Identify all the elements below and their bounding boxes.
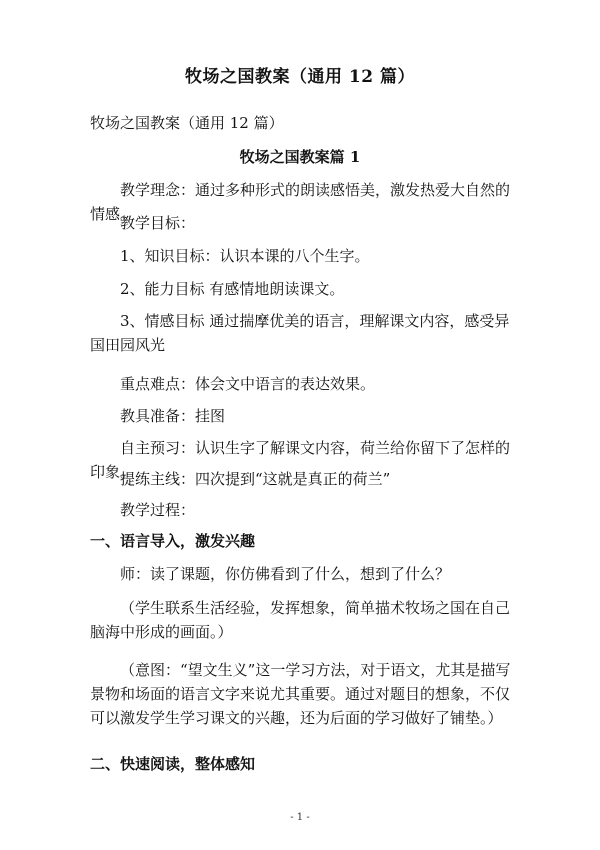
document-title: 牧场之国教案（通用 12 篇） <box>185 67 415 87</box>
document-subtitle: 牧场之国教案（通用 12 篇） <box>90 114 284 132</box>
design-intent: （意图：“望文生义”这一学习方法，对于语文，尤其是描写景物和场面的语言文字来说尤其重要。通过对题目的想象，不仅可以激发学生学习课文的兴趣，还为后面的学习做好了铺垫。） <box>90 661 511 727</box>
goal-ability: 2、能力目标 有感情地朗读课文。 <box>120 280 345 298</box>
part2-heading: 二、快速阅读，整体感知 <box>90 755 256 773</box>
teaching-process-label: 教学过程： <box>120 501 196 519</box>
teacher-question: 师：读了课题，你仿佛看到了什么，想到了什么？ <box>120 565 451 583</box>
key-difficulty: 重点难点：体会文中语言的表达效果。 <box>120 375 376 393</box>
goal-knowledge: 1、知识目标：认识本课的八个生字。 <box>120 247 370 265</box>
teaching-goals-label: 教学目标： <box>120 214 196 232</box>
page-number: - 1 - <box>290 812 310 823</box>
teaching-philosophy: 教学理念：通过多种形式的朗读感悟美，激发热爱大自然的情感。 <box>90 181 511 223</box>
goal-emotion: 3、情感目标 通过揣摩优美的语言，理解课文内容，感受异国田园风光 <box>90 312 510 354</box>
self-preview: 自主预习：认识生字了解课文内容，荷兰给你留下了怎样的印象。 <box>90 439 511 481</box>
student-activity: （学生联系生活经验，发挥想象，简单描术牧场之国在自己脑海中形成的画面。） <box>90 599 511 641</box>
teaching-tools: 教具准备：挂图 <box>120 407 226 425</box>
main-line: 提练主线：四次提到“这就是真正的荷兰” <box>120 470 391 488</box>
section-title: 牧场之国教案篇 1 <box>239 148 361 166</box>
part1-heading: 一、语言导入，激发兴趣 <box>90 532 256 550</box>
